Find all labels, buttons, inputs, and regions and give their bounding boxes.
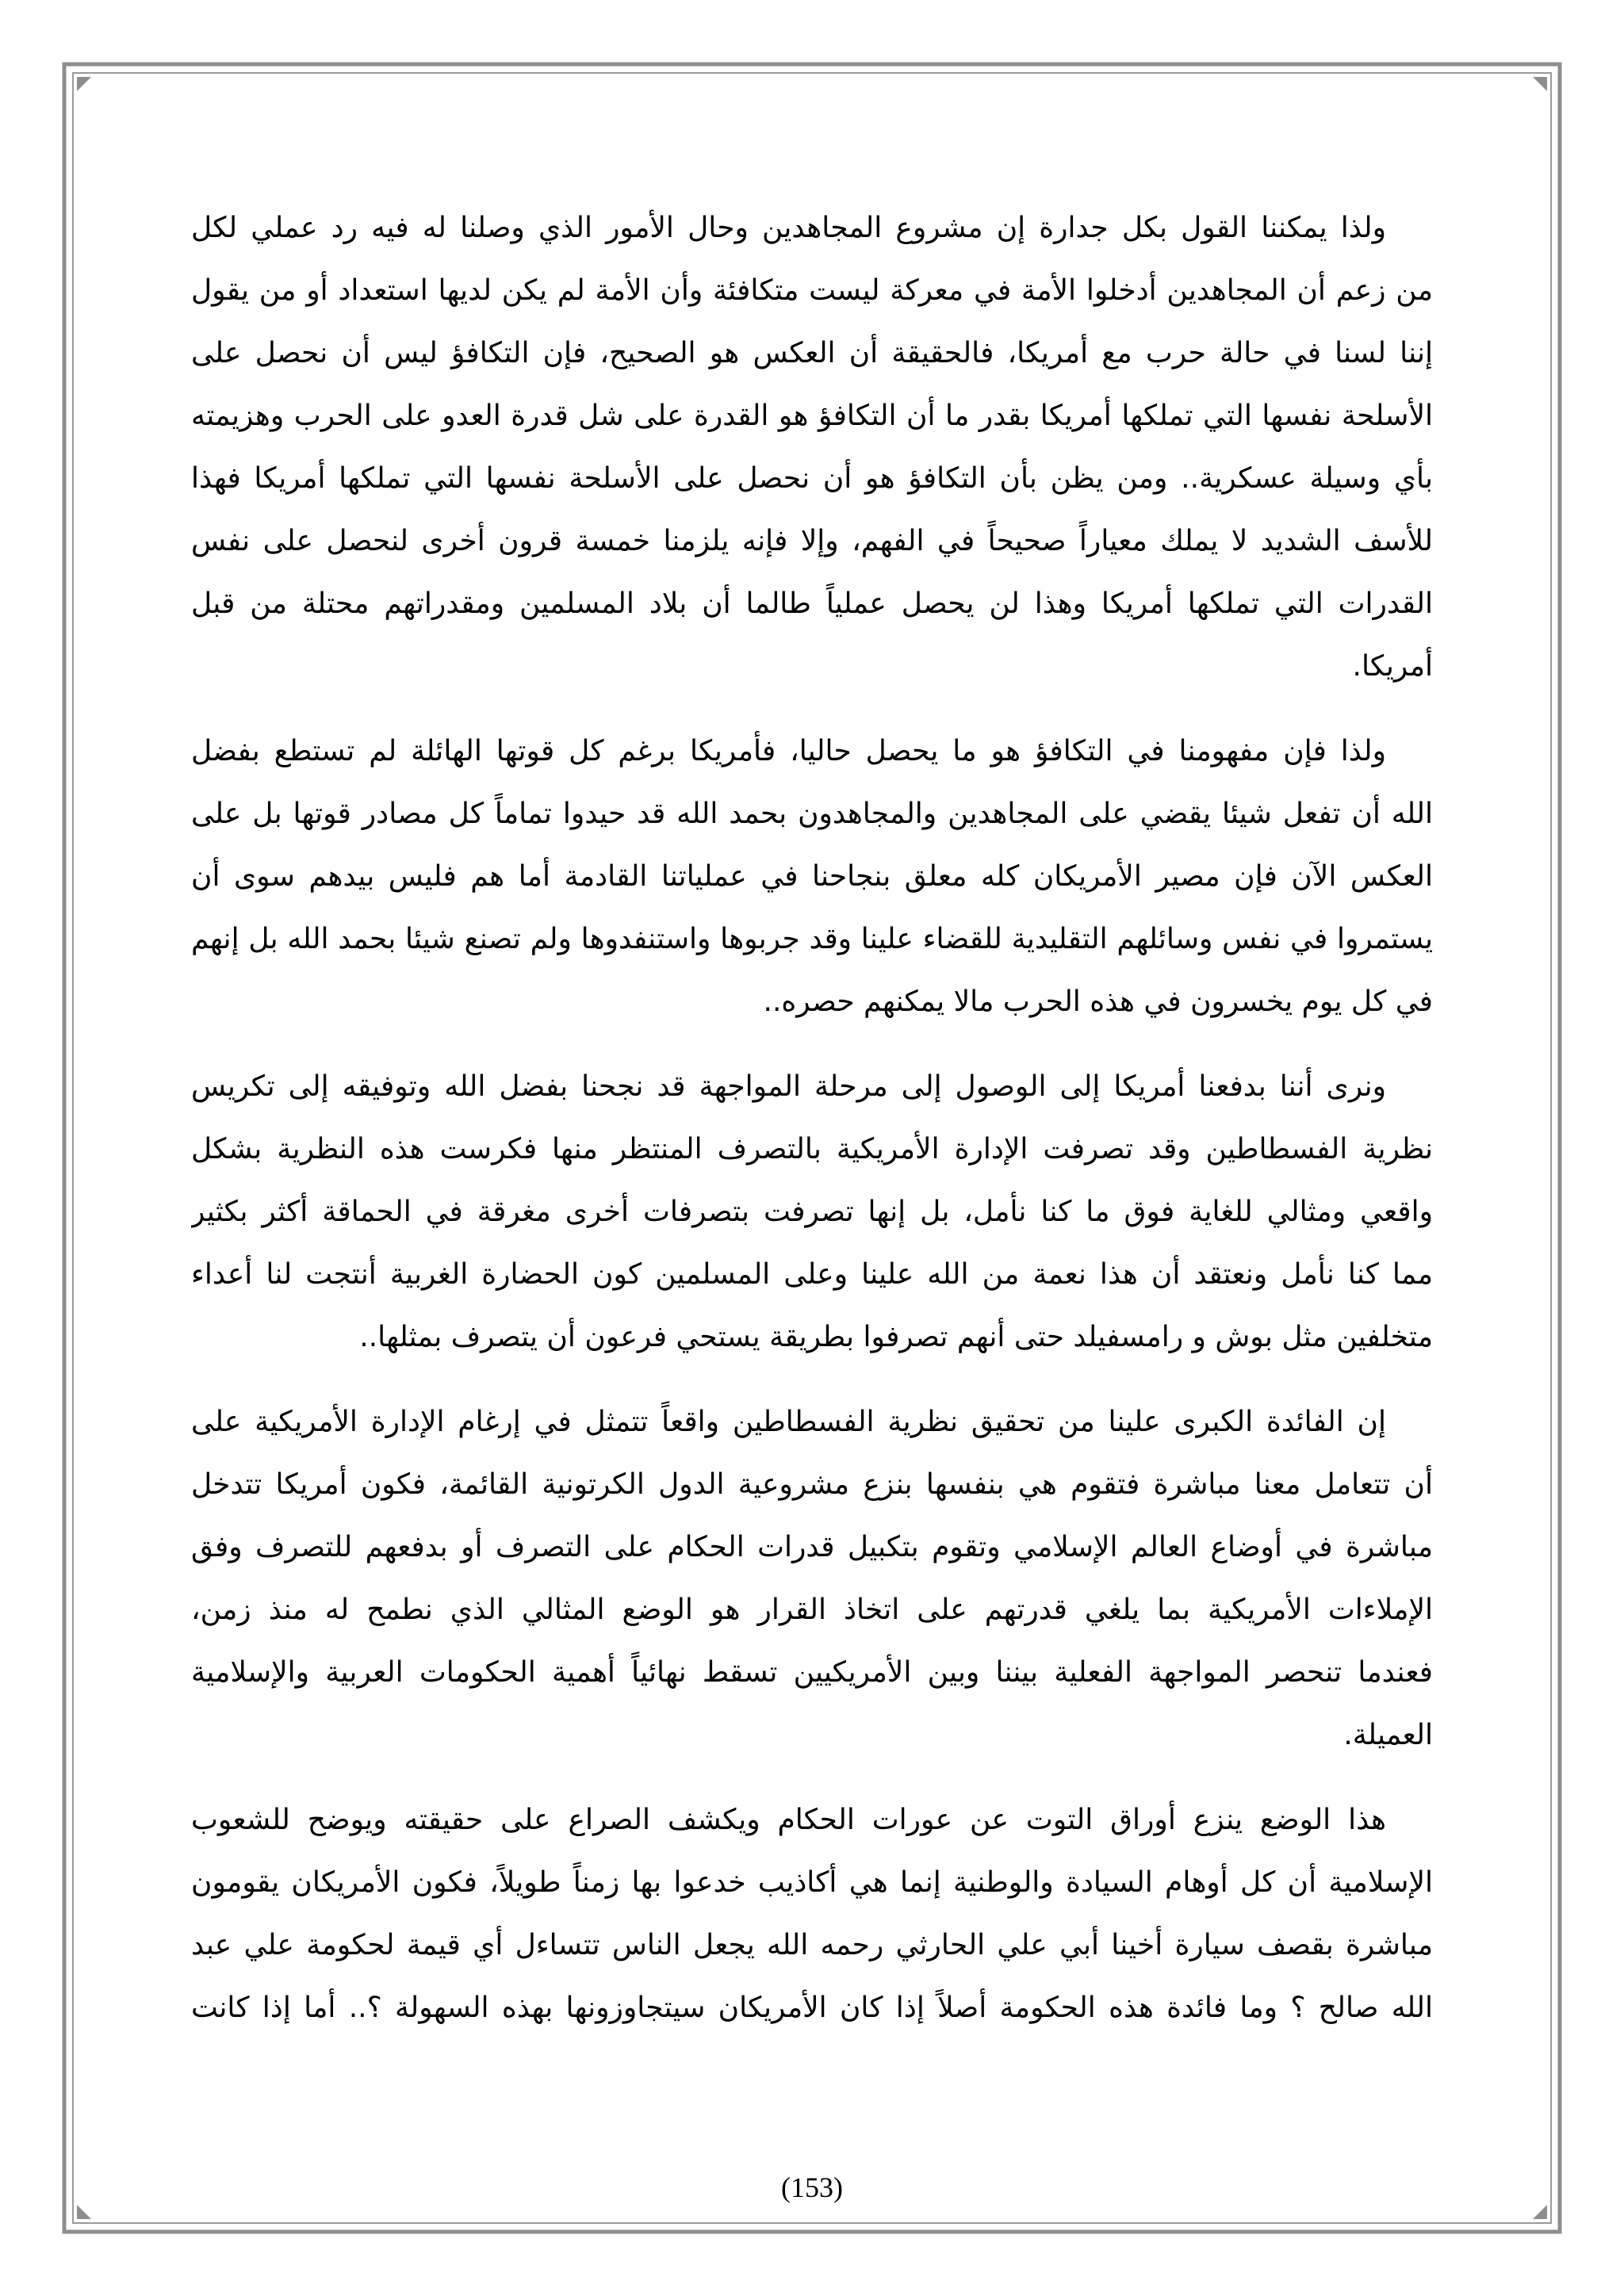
paragraph [191, 197, 1433, 698]
text-line: الله صالح ؟ وما فائدة هذه الحكومة أصلاً إذا كان الأمريكان سيتجاوزونها بهذه السهولة ؟.. أما إذا كانت [191, 1992, 1433, 2024]
text-line: العميلة. [1343, 1719, 1433, 1751]
text-line: الإملاءات الأمريكية بما يلغي قدرتهم على اتخاذ القرار هو الوضع المثالي الذي نطمح له منذ زمن، [191, 1594, 1433, 1626]
page-number: (153) [781, 2172, 843, 2203]
text-line: القدرات التي تملكها أمريكا وهذا لن يحصل عملياً طالما أن بلاد المسلمين ومقدراتهم محتلة من قبل [191, 587, 1433, 620]
paragraph [191, 1391, 1433, 1766]
text-line: واقعي ومثالي للغاية فوق ما كنا نأمل، بل إنها تصرفت بتصرفات أخرى مغرقة في الحماقة أكثر بكثير [191, 1196, 1433, 1228]
paragraph [191, 1055, 1433, 1368]
text-line: أمريكا. [1352, 650, 1433, 683]
corner-ornament-top-right [1533, 77, 1547, 91]
text-line: يستمروا في نفس وسائلهم التقليدية للقضاء علينا وقد جربوها واستنفدوها ولم تصنع شيئا بحمد الله بل إنهم [191, 923, 1433, 955]
text-line: فعندما تنحصر المواجهة الفعلية بيننا وبين الأمريكيين تسقط نهائياً أهمية الحكومات العربية والإسلامية [191, 1656, 1433, 1689]
paragraph [191, 720, 1433, 1033]
text-line: نظرية الفسطاطين وقد تصرفت الإدارة الأمريكية بالتصرف المنتظر منها فكرست هذه النظرية بشكل [191, 1133, 1433, 1165]
text-line: مما كنا نأمل ونعتقد أن هذا نعمة من الله علينا وعلى المسلمين كون الحضارة الغربية أنتجت لنا أعداء [191, 1258, 1433, 1291]
text-line: في كل يوم يخسرون في هذه الحرب مالا يمكنهم حصره.. [763, 985, 1433, 1018]
text-line: مباشرة في أوضاع العالم الإسلامي وتقوم بتكبيل قدرات الحكام على التصرف أو بدفعهم للتصرف وفق [191, 1531, 1433, 1563]
text-line: ونرى أننا بدفعنا أمريكا إلى الوصول إلى مرحلة المواجهة قد نجحنا بفضل الله وتوفيقه إلى تكريس [191, 1070, 1386, 1103]
text-line: إن الفائدة الكبرى علينا من تحقيق نظرية الفسطاطين واقعاً تتمثل في إرغام الإدارة الأمريكية على [191, 1406, 1386, 1438]
paragraph [191, 1789, 1433, 2039]
text-line: الإسلامية أن كل أوهام السيادة والوطنية إنما هي أكاذيب خدعوا بها زمناً طويلاً، فكون الأمريكان يقومون [191, 1866, 1433, 1899]
text-line: أن تتعامل معنا مباشرة فتقوم هي بنفسها بنزع مشروعية الدول الكرتونية القائمة، فكون أمريكا تتدخل [191, 1468, 1433, 1501]
text-line: ولذا يمكننا القول بكل جدارة إن مشروع المجاهدين وحال الأمور الذي وصلنا له فيه رد عملي لكل [191, 212, 1386, 244]
text-line: الله أن تفعل شيئا يقضي على المجاهدين والمجاهدون بحمد الله قد حيدوا تماماً كل مصادر قوتها بل على [191, 798, 1433, 830]
text-line: متخلفين مثل بوش و رامسفيلد حتى أنهم تصرفوا بطريقة يستحي فرعون أن يتصرف بمثلها.. [359, 1321, 1433, 1353]
text-line: للأسف الشديد لا يملك معياراً صحيحاً في الفهم، وإلا فإنه يلزمنا خمسة قرون أخرى لنحصل على نفس [191, 525, 1433, 557]
text-line: مباشرة بقصف سيارة أخينا أبي علي الحارثي رحمه الله يجعل الناس تتساءل أي قيمة لحكومة علي عبد [191, 1929, 1433, 1961]
text-line: هذا الوضع ينزع أوراق التوت عن عورات الحكام ويكشف الصراع على حقيقته ويوضح للشعوب [191, 1804, 1386, 1836]
text-line: ولذا فإن مفهومنا في التكافؤ هو ما يحصل حاليا، فأمريكا برغم كل قوتها الهائلة لم تستطع بفضل [191, 735, 1386, 767]
text-line: إننا لسنا في حالة حرب مع أمريكا، فالحقيقة أن العكس هو الصحيح، فإن التكافؤ ليس أن نحصل على [191, 337, 1433, 369]
text-line: من زعم أن المجاهدين أدخلوا الأمة في معركة ليست متكافئة وأن الأمة لم يكن لديها استعداد أو من يقول [191, 274, 1433, 307]
body-text [191, 197, 1433, 2061]
text-line: الأسلحة نفسها التي تملكها أمريكا بقدر ما أن التكافؤ هو القدرة على شل قدرة العدو على الحرب وهزيمته [191, 400, 1433, 432]
corner-ornament-top-left [77, 77, 91, 91]
text-line: العكس الآن فإن مصير الأمريكان كله معلق بنجاحنا في عملياتنا القادمة أما هم فليس بيدهم سوى أن [191, 860, 1433, 893]
text-line: بأي وسيلة عسكرية.. ومن يظن بأن التكافؤ هو أن نحصل على الأسلحة نفسها التي تملكها أمريكا فهذا [191, 462, 1433, 495]
